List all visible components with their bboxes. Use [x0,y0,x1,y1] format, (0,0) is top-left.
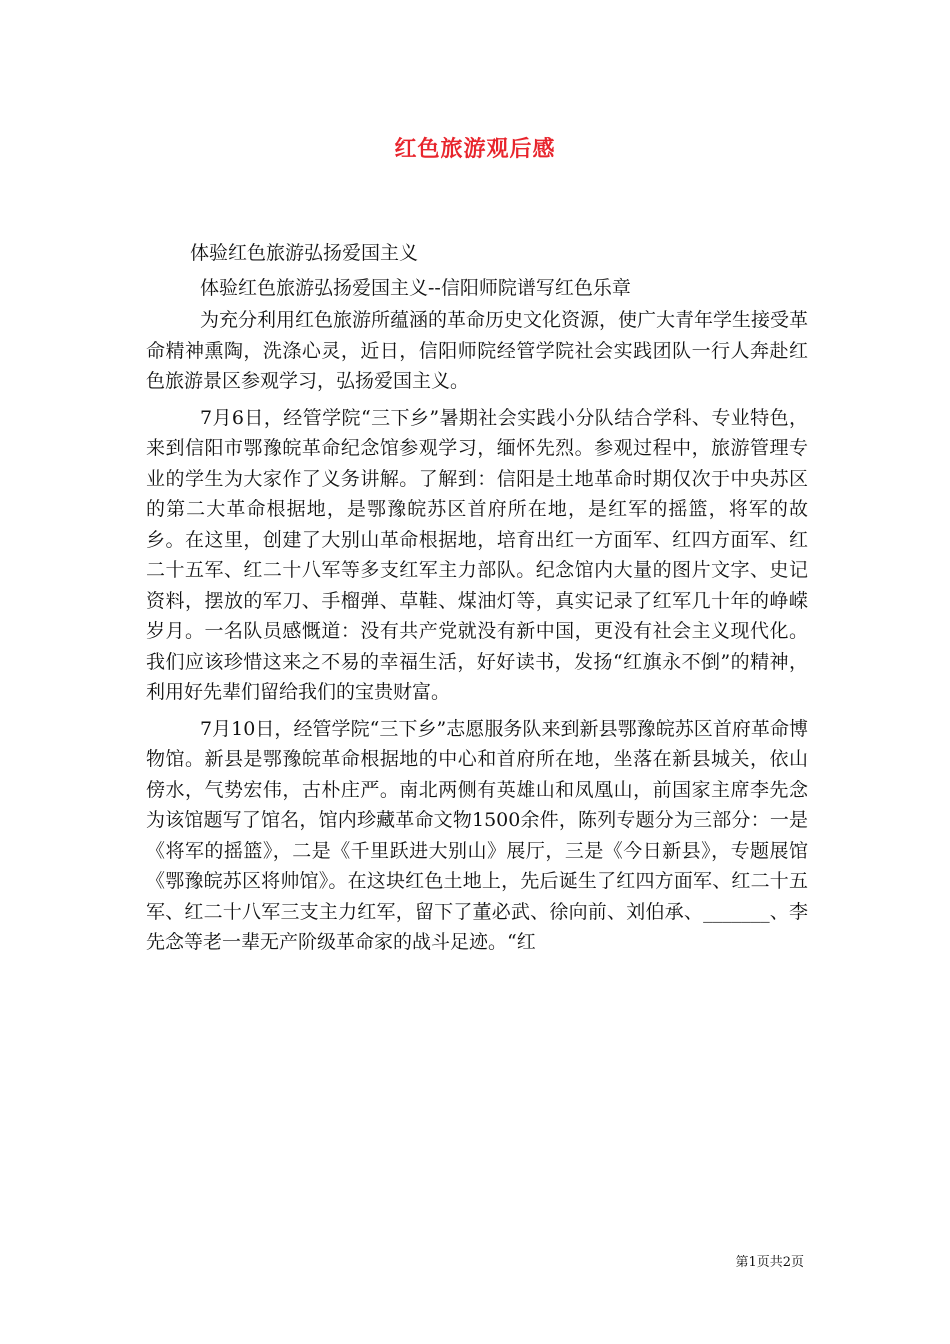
paragraph-3: 7月10日，经管学院“三下乡”志愿服务队来到新县鄂豫皖苏区首府革命博物馆。新县是鄂豫皖革命根据地的中心和首府所在地，坐落在新县城关，依山傍水，气势宏伟，古朴庄严。南北两侧有英雄山和凤凰山，前国家主席李先念为该馆题写了馆名，馆内珍藏革命文物1500余件，陈列专题分为三部分：一是《将军的摇篮》，二是《千里跃进大别山》展厅，三是《今日新县》，专题展馆《鄂豫皖苏区将帅馆》。在这块红色土地上，先后诞生了红四方面军、红二十五军、红二十八军三支主力红军，留下了董必武、徐向前、刘伯承、_______、李先念等老一辈无产阶级革命家的战斗足迹。“红 [146,717,808,953]
paragraph-1: 为充分利用红色旅游所蕴涵的革命历史文化资源，使广大青年学生接受革命精神熏陶，洗涤心灵，近日，信阳师院经管学院社会实践团队一行人奔赴红色旅游景区参观学习，弘扬爱国主义。 [146,309,809,392]
heading-line-1: 体验红色旅游弘扬爱国主义 [190,242,419,264]
paragraph-2: 7月6日，经管学院“三下乡”暑期社会实践小分队结合学科、专业特色，来到信阳市鄂豫皖革命纪念馆参观学习，缅怀先烈。参观过程中，旅游管理专业的学生为大家作了义务讲解。了解到：信阳是土地革命时期仅次于中央苏区的第二大革命根据地，是鄂豫皖苏区首府所在地，是红军的摇篮，将军的故乡。在这里，创建了大别山革命根据地，培育出红一方面军、红四方面军、红二十五军、红二十八军等多支红军主力部队。纪念馆内大量的图片文字、史记资料，摆放的军刀、手榴弹、草鞋、煤油灯等，真实记录了红军几十年的峥嵘岁月。一名队员感慨道：没有共产党就没有新中国，更没有社会主义现代化。我们应该珍惜这来之不易的幸福生活，好好读书，发扬“红旗永不倒”的精神，利用好先辈们留给我们的宝贵财富。 [146,406,808,703]
page-number-footer: 第1页共2页 [735,1255,804,1270]
heading-line-2: 体验红色旅游弘扬爱国主义--信阳师院谱写红色乐章 [200,276,631,299]
document-title: 红色旅游观后感 [394,136,556,162]
document-body [146,238,808,958]
